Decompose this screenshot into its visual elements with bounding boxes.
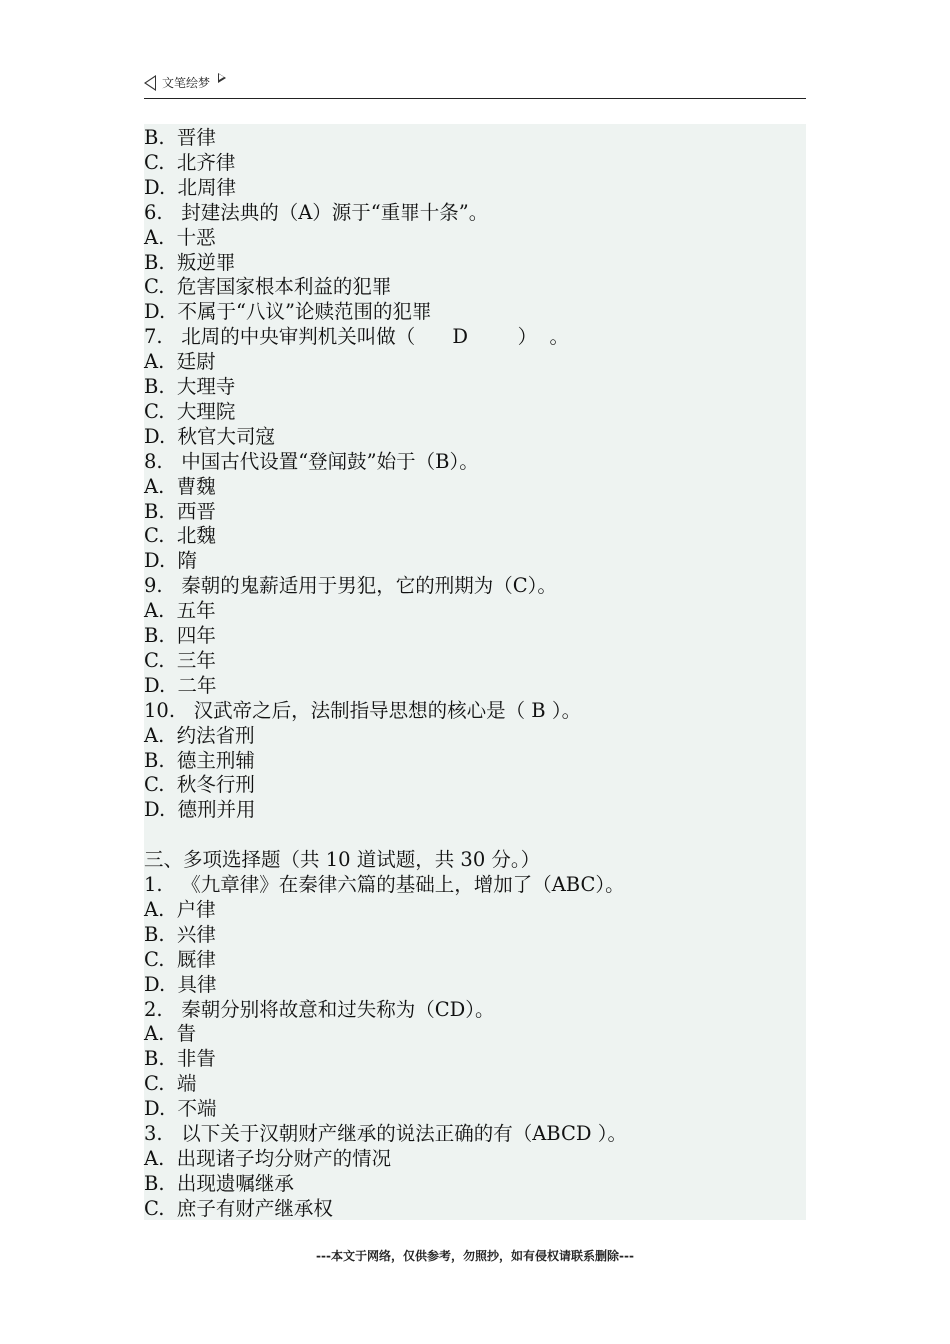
text-line: C. 危害国家根本利益的犯罪 [144, 275, 392, 299]
text-line: A. 眚 [144, 1022, 197, 1046]
header-brand [144, 74, 226, 91]
text-line: A. 约法省刑 [144, 723, 255, 747]
text-line: 10. 汉武帝之后，法制指导思想的核心是（ B ）。 [144, 698, 582, 722]
text-line: A. 出现诸子均分财产的情况 [144, 1146, 392, 1170]
text-line: C. 三年 [144, 648, 216, 672]
text-line: C. 厩律 [144, 947, 216, 971]
document-body [144, 124, 806, 1220]
text-line: C. 庶子有财产继承权 [144, 1196, 333, 1220]
text-line: 7. 北周的中央审判机关叫做（ D ） 。 [144, 325, 570, 349]
text-line: 2. 秦朝分别将故意和过失称为（CD）。 [144, 997, 495, 1021]
text-line: 6. 封建法典的（A）源于“重罪十条”。 [144, 200, 489, 224]
text-line: 3. 以下关于汉朝财产继承的说法正确的有（ABCD ）。 [144, 1122, 627, 1145]
page-header [144, 72, 806, 99]
text-line: C. 秋冬行刑 [144, 773, 255, 797]
text-line: D. 隋 [144, 549, 198, 573]
text-line: B. 晋律 [144, 126, 216, 149]
text-line: B. 叛逆罪 [144, 250, 236, 274]
text-line: B. 出现遗嘱继承 [144, 1171, 294, 1195]
text-line: 9. 秦朝的鬼薪适用于男犯，它的刑期为（C）。 [144, 574, 557, 598]
text-line: C. 大理院 [144, 399, 236, 423]
text-line: D. 二年 [144, 673, 217, 697]
text-line: A. 曹魏 [144, 474, 216, 498]
text-line: D. 不端 [144, 1097, 217, 1121]
text-line: B. 西晋 [144, 499, 216, 523]
text-line: D. 不属于“八议”论赎范围的犯罪 [144, 300, 432, 324]
footer-notice: ---本文于网络，仅供参考，勿照抄，如有侵权请联系删除--- [316, 1249, 634, 1263]
right-triangle-icon [218, 73, 226, 83]
text-line: B. 兴律 [144, 922, 216, 946]
text-line: B. 大理寺 [144, 375, 236, 398]
text-line: 8. 中国古代设置“登闻鼓”始于（B）。 [144, 449, 479, 473]
text-line: C. 端 [144, 1072, 197, 1096]
left-triangle-icon [144, 75, 156, 91]
text-line: D. 北周律 [144, 175, 237, 199]
text-line: A. 十恶 [144, 225, 216, 249]
text-line: A. 五年 [144, 599, 216, 623]
text-line: C. 北魏 [144, 524, 216, 548]
text-line: 1. 《九章律》在秦律六篇的基础上，增加了（ABC）。 [144, 873, 625, 896]
text-line: A. 廷尉 [144, 350, 216, 374]
brand-name: 文笔绘梦 [162, 76, 211, 90]
text-line: B. 非眚 [144, 1047, 216, 1071]
text-line: 三、多项选择题（共 10 道试题，共 30 分。） [144, 848, 541, 872]
text-line: B. 四年 [144, 624, 216, 647]
text-line: A. 户律 [144, 897, 216, 921]
text-line: C. 北齐律 [144, 150, 236, 174]
text-line: D. 德刑并用 [144, 798, 256, 822]
text-line: B. 德主刑辅 [144, 748, 255, 772]
text-line: D. 具律 [144, 972, 217, 996]
text-line: D. 秋官大司寇 [144, 424, 276, 448]
